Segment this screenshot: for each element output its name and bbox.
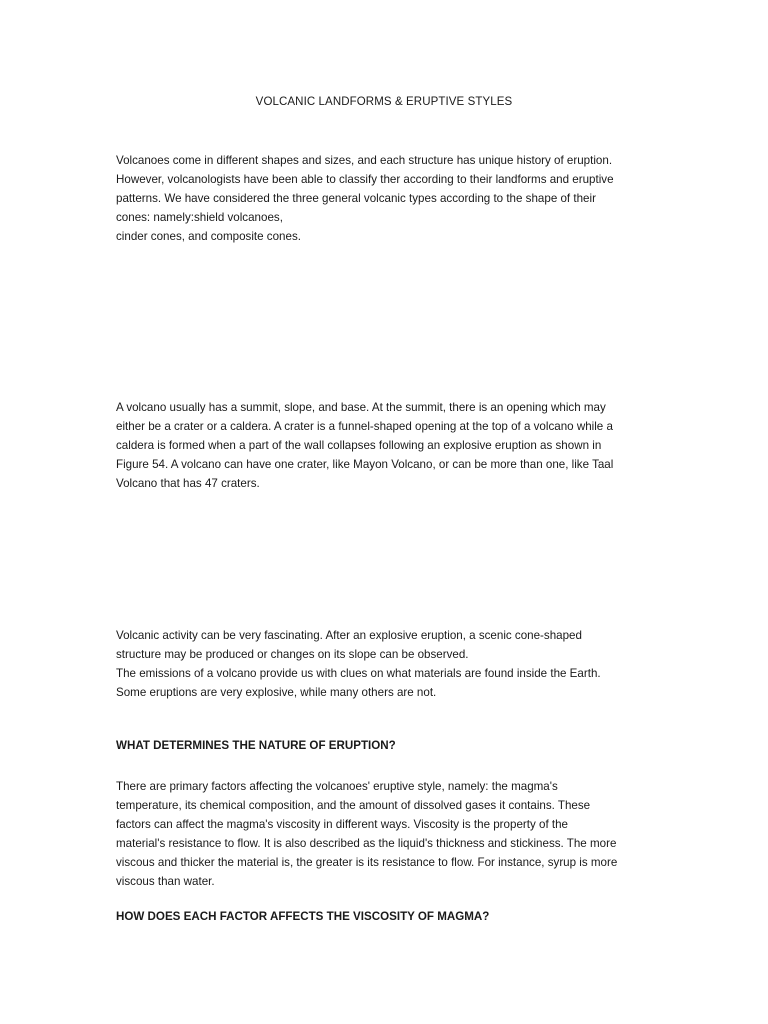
paragraph-line: cinder cones, and composite cones. [116, 230, 301, 243]
paragraph-line: structure may be produced or changes on its slope can be observed. [116, 648, 469, 661]
paragraph-line: either be a crater or a caldera. A crater is a funnel-shaped opening at the top of a volcano while a [116, 420, 613, 433]
paragraph-volcano-parts [116, 398, 656, 493]
paragraph-line: temperature, its chemical composition, and the amount of dissolved gases it contains. These [116, 799, 591, 812]
paragraph-line: viscous than water. [116, 875, 215, 888]
paragraph-line: There are primary factors affecting the volcanoes' eruptive style, namely: the magma's [116, 780, 558, 793]
section-heading-viscosity-factors: HOW DOES EACH FACTOR AFFECTS THE VISCOSITY OF MAGMA? [116, 910, 490, 923]
paragraph-line: material's resistance to flow. It is also described as the liquid's thickness and stickiness. The more [116, 837, 617, 850]
paragraph-line: The emissions of a volcano provide us with clues on what materials are found inside the Earth. [116, 667, 601, 680]
paragraph-line: Some eruptions are very explosive, while many others are not. [116, 686, 437, 699]
paragraph-line: cones: namely:shield volcanoes, [116, 211, 283, 224]
document-title: VOLCANIC LANDFORMS & ERUPTIVE STYLES [255, 96, 513, 108]
paragraph-line: Volcanoes come in different shapes and sizes, and each structure has unique history of eruption. [116, 154, 613, 167]
paragraph-eruption-factors [116, 777, 656, 891]
paragraph-line: Volcanic activity can be very fascinating. After an explosive eruption, a scenic cone-shaped [116, 629, 582, 642]
paragraph-line: patterns. We have considered the three general volcanic types according to the shape of their [116, 192, 596, 205]
paragraph-volcanic-activity [116, 626, 656, 702]
paragraph-line: factors can affect the magma's viscosity in different ways. Viscosity is the property of the [116, 818, 568, 831]
paragraph-line: However, volcanologists have been able to classify ther according to their landforms and eruptive [116, 173, 614, 186]
section-heading-eruption-nature: WHAT DETERMINES THE NATURE OF ERUPTION? [116, 739, 396, 752]
paragraph-line: caldera is formed when a part of the wall collapses following an explosive eruption as shown in [116, 439, 602, 452]
paragraph-volcano-types [116, 151, 656, 246]
paragraph-line: Volcano that has 47 craters. [116, 477, 260, 490]
paragraph-line: viscous and thicker the material is, the greater is its resistance to flow. For instance, syrup is more [116, 856, 618, 869]
paragraph-line: Figure 54. A volcano can have one crater, like Mayon Volcano, or can be more than one, like Taal [116, 458, 614, 471]
paragraph-line: A volcano usually has a summit, slope, and base. At the summit, there is an opening which may [116, 401, 606, 414]
